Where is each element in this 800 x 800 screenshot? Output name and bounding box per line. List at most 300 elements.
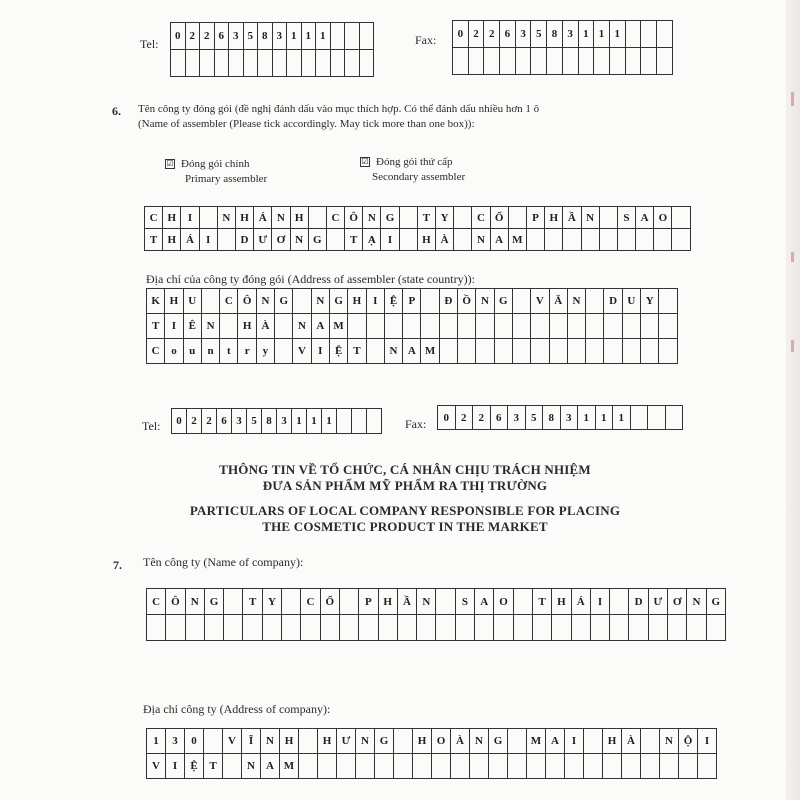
assembler-address-grid-cell: K bbox=[147, 289, 165, 314]
company-name-grid-cell bbox=[687, 615, 706, 641]
tel-grid-assembler-cell: 1 bbox=[322, 409, 337, 434]
fax-label-top: Fax: bbox=[415, 33, 437, 47]
company-address-grid-cell bbox=[679, 754, 698, 779]
company-address-grid-cell bbox=[223, 754, 242, 779]
tel-label-assembler: Tel: bbox=[142, 419, 161, 433]
company-name-grid-cell bbox=[224, 589, 243, 615]
company-name-grid-cell: O bbox=[494, 589, 513, 615]
tel-grid-top-cell bbox=[360, 50, 375, 77]
assembler-name-grid-cell bbox=[672, 229, 690, 251]
assembler-name-grid-cell bbox=[563, 229, 581, 251]
company-address-grid-cell: O bbox=[432, 729, 451, 754]
tel-grid-top-cell: 6 bbox=[215, 23, 230, 50]
assembler-address-grid-cell bbox=[550, 339, 568, 364]
company-name-grid-cell: T bbox=[533, 589, 552, 615]
assembler-address-grid-cell bbox=[440, 339, 458, 364]
assembler-name-grid-cell bbox=[545, 229, 563, 251]
edge-mark bbox=[791, 92, 794, 106]
company-address-grid-cell: N bbox=[470, 729, 489, 754]
company-address-grid-cell bbox=[508, 729, 527, 754]
company-address-grid-cell: Ĩ bbox=[242, 729, 261, 754]
company-name-grid-cell: H bbox=[379, 589, 398, 615]
tel-grid-top-cell bbox=[200, 50, 215, 77]
tel-grid-top-cell bbox=[244, 50, 259, 77]
company-address-grid bbox=[146, 728, 717, 779]
company-address-grid-cell: I bbox=[166, 754, 185, 779]
company-address-grid-cell: À bbox=[622, 729, 641, 754]
assembler-name-grid-cell: H bbox=[291, 207, 309, 229]
assembler-address-grid-cell bbox=[550, 314, 568, 339]
assembler-address-grid-cell bbox=[586, 314, 604, 339]
company-name-grid-cell bbox=[379, 615, 398, 641]
tel-grid-top-cell bbox=[331, 23, 346, 50]
tel-grid-top-cell bbox=[258, 50, 273, 77]
tel-grid-top-cell: 5 bbox=[244, 23, 259, 50]
company-address-grid-cell: H bbox=[603, 729, 622, 754]
assembler-address-grid-cell: Ă bbox=[550, 289, 568, 314]
primary-assembler-option[interactable] bbox=[165, 157, 267, 187]
assembler-address-grid-cell: Y bbox=[641, 289, 659, 314]
fax-grid-assembler-cell: 0 bbox=[438, 406, 456, 430]
assembler-name-grid-cell: I bbox=[200, 229, 218, 251]
fax-grid-top-cell bbox=[547, 48, 563, 75]
assembler-address-grid-cell: T bbox=[147, 314, 165, 339]
secondary-assembler-checkbox[interactable]: ☑ bbox=[361, 157, 369, 166]
fax-grid-top-cell bbox=[516, 48, 532, 75]
assembler-address-grid-cell: A bbox=[403, 339, 421, 364]
fax-grid-top-cell bbox=[469, 48, 485, 75]
assembler-address-grid-cell: Ồ bbox=[458, 289, 476, 314]
tel-grid-assembler-cell: 8 bbox=[262, 409, 277, 434]
assembler-address-grid-cell bbox=[348, 314, 366, 339]
assembler-name-grid-cell: N bbox=[363, 207, 381, 229]
company-name-grid-cell bbox=[147, 615, 166, 641]
tel-grid-top-cell bbox=[302, 50, 317, 77]
company-name-grid bbox=[146, 588, 726, 641]
assembler-name-grid-cell: I bbox=[181, 207, 199, 229]
company-name-grid-cell bbox=[610, 589, 629, 615]
assembler-name-grid-cell: I bbox=[381, 229, 399, 251]
assembler-address-grid-cell: U bbox=[623, 289, 641, 314]
fax-grid-top-cell bbox=[500, 48, 516, 75]
company-name-grid-cell bbox=[629, 615, 648, 641]
assembler-address-grid-cell bbox=[623, 314, 641, 339]
company-name-grid-cell bbox=[359, 615, 378, 641]
assembler-address-grid-cell: Ệ bbox=[385, 289, 403, 314]
tel-grid-top-cell: 2 bbox=[200, 23, 215, 50]
assembler-address-label: Địa chỉ của công ty đóng gói (Address of assembler (state country)): bbox=[146, 272, 475, 286]
assembler-address-grid-cell bbox=[513, 339, 531, 364]
assembler-address-grid-cell bbox=[421, 314, 439, 339]
company-address-grid-cell bbox=[546, 754, 565, 779]
primary-assembler-checkbox[interactable]: ☑ bbox=[166, 159, 174, 168]
fax-grid-top-cell bbox=[579, 48, 595, 75]
company-address-grid-cell: V bbox=[223, 729, 242, 754]
assembler-address-grid-cell bbox=[659, 314, 677, 339]
company-name-grid-cell: T bbox=[243, 589, 262, 615]
company-name-grid-cell bbox=[263, 615, 282, 641]
tel-grid-top-cell bbox=[186, 50, 201, 77]
assembler-address-grid-cell bbox=[220, 314, 238, 339]
heading-en-line-2: THE COSMETIC PRODUCT IN THE MARKET bbox=[262, 519, 548, 534]
assembler-address-grid-cell bbox=[476, 339, 494, 364]
assembler-address-grid-cell: o bbox=[165, 339, 183, 364]
assembler-name-grid-cell bbox=[600, 207, 618, 229]
company-address-grid-cell bbox=[660, 754, 679, 779]
assembler-address-grid-cell: N bbox=[293, 314, 311, 339]
company-name-grid-cell bbox=[514, 615, 533, 641]
tel-grid-top-cell bbox=[215, 50, 230, 77]
company-name-grid-cell: N bbox=[687, 589, 706, 615]
company-name-grid-cell bbox=[436, 615, 455, 641]
company-address-grid-cell bbox=[204, 729, 223, 754]
company-name-grid-cell: N bbox=[186, 589, 205, 615]
fax-grid-top-cell: 2 bbox=[469, 21, 485, 48]
assembler-name-grid-cell: P bbox=[527, 207, 545, 229]
company-address-grid-cell: G bbox=[375, 729, 394, 754]
assembler-address-grid-cell: C bbox=[147, 339, 165, 364]
company-name-grid-cell bbox=[707, 615, 726, 641]
assembler-address-grid-cell bbox=[586, 339, 604, 364]
assembler-address-grid-cell: D bbox=[604, 289, 622, 314]
assembler-address-grid-cell: n bbox=[202, 339, 220, 364]
tel-grid-top-cell: 1 bbox=[287, 23, 302, 50]
assembler-name-grid-cell: Á bbox=[181, 229, 199, 251]
assembler-name-grid-cell: T bbox=[145, 229, 163, 251]
tel-grid-top bbox=[170, 22, 374, 77]
fax-grid-top-cell: 1 bbox=[594, 21, 610, 48]
assembler-address-grid-cell bbox=[659, 339, 677, 364]
fax-grid-top-cell bbox=[641, 21, 657, 48]
tel-grid-assembler-cell: 6 bbox=[217, 409, 232, 434]
company-name-grid-cell bbox=[417, 615, 436, 641]
fax-grid-top-cell: 5 bbox=[531, 21, 547, 48]
assembler-address-grid-cell bbox=[641, 314, 659, 339]
company-name-grid-cell: C bbox=[301, 589, 320, 615]
company-name-grid-cell bbox=[398, 615, 417, 641]
assembler-name-grid-cell: T bbox=[345, 229, 363, 251]
fax-grid-assembler-cell bbox=[648, 406, 666, 430]
company-address-grid-cell bbox=[527, 754, 546, 779]
company-name-grid-cell: Á bbox=[572, 589, 591, 615]
assembler-name-grid-cell: Ơ bbox=[272, 229, 290, 251]
company-name-grid-cell bbox=[514, 589, 533, 615]
assembler-name-grid-cell: N bbox=[272, 207, 290, 229]
company-address-grid-cell bbox=[413, 754, 432, 779]
assembler-address-grid-cell: Ô bbox=[238, 289, 256, 314]
company-address-grid-cell bbox=[337, 754, 356, 779]
assembler-name-grid-cell: H bbox=[236, 207, 254, 229]
company-name-grid-cell: Ư bbox=[649, 589, 668, 615]
assembler-name-grid-cell: Ầ bbox=[563, 207, 581, 229]
assembler-name-grid bbox=[144, 206, 691, 251]
assembler-name-grid-cell bbox=[400, 229, 418, 251]
company-name-grid-cell bbox=[572, 615, 591, 641]
company-name-grid-cell: Ơ bbox=[668, 589, 687, 615]
fax-grid-assembler-cell: 2 bbox=[456, 406, 474, 430]
company-name-grid-cell bbox=[301, 615, 320, 641]
company-name-grid-cell: Ầ bbox=[398, 589, 417, 615]
assembler-address-grid-cell bbox=[659, 289, 677, 314]
assembler-name-grid-cell bbox=[582, 229, 600, 251]
assembler-address-grid-cell: Ệ bbox=[330, 339, 348, 364]
company-address-grid-cell: I bbox=[698, 729, 717, 754]
tel-grid-top-cell: 3 bbox=[273, 23, 288, 50]
tel-grid-assembler-cell bbox=[352, 409, 367, 434]
tel-grid-top-cell: 1 bbox=[302, 23, 317, 50]
fax-grid-assembler-cell: 1 bbox=[613, 406, 631, 430]
company-name-grid-cell bbox=[282, 615, 301, 641]
fax-grid-assembler-cell: 8 bbox=[543, 406, 561, 430]
company-address-grid-cell bbox=[508, 754, 527, 779]
tel-grid-top-cell: 0 bbox=[171, 23, 186, 50]
company-address-grid-cell: H bbox=[318, 729, 337, 754]
edge-mark bbox=[791, 252, 794, 262]
company-address-grid-cell: 3 bbox=[166, 729, 185, 754]
company-address-grid-cell bbox=[318, 754, 337, 779]
company-address-grid-cell bbox=[489, 754, 508, 779]
fax-grid-top-cell: 8 bbox=[547, 21, 563, 48]
assembler-address-grid-cell bbox=[586, 289, 604, 314]
company-name-grid-cell bbox=[186, 615, 205, 641]
local-company-heading-vi bbox=[125, 462, 685, 494]
assembler-address-grid-cell: P bbox=[403, 289, 421, 314]
fax-grid-assembler bbox=[437, 405, 683, 430]
assembler-address-grid-cell: N bbox=[568, 289, 586, 314]
assembler-name-grid-cell: S bbox=[618, 207, 636, 229]
assembler-name-grid-cell: A bbox=[491, 229, 509, 251]
company-name-label: Tên công ty (Name of company): bbox=[143, 555, 304, 569]
tel-grid-assembler-cell: 2 bbox=[202, 409, 217, 434]
assembler-name-grid-cell bbox=[600, 229, 618, 251]
fax-grid-top-cell bbox=[657, 21, 673, 48]
heading-vi-line-2: ĐƯA SẢN PHẨM MỸ PHẨM RA THỊ TRƯỜNG bbox=[262, 478, 548, 493]
fax-grid-top bbox=[452, 20, 673, 75]
assembler-address-grid-cell bbox=[385, 314, 403, 339]
assembler-address-grid-cell: À bbox=[257, 314, 275, 339]
fax-grid-top-cell bbox=[484, 48, 500, 75]
company-name-grid-cell: P bbox=[359, 589, 378, 615]
assembler-address-grid-cell bbox=[604, 339, 622, 364]
assembler-address-grid-cell: C bbox=[220, 289, 238, 314]
fax-grid-assembler-cell: 6 bbox=[491, 406, 509, 430]
assembler-address-grid-cell bbox=[641, 339, 659, 364]
fax-label-assembler: Fax: bbox=[405, 417, 427, 431]
assembler-name-grid-cell: H bbox=[163, 229, 181, 251]
tel-grid-top-cell bbox=[229, 50, 244, 77]
company-name-grid-cell: A bbox=[475, 589, 494, 615]
fax-grid-assembler-cell: 3 bbox=[508, 406, 526, 430]
fax-grid-top-cell bbox=[641, 48, 657, 75]
assembler-address-grid-cell bbox=[495, 314, 513, 339]
company-address-grid-cell: À bbox=[451, 729, 470, 754]
company-name-grid-cell: Y bbox=[263, 589, 282, 615]
local-company-heading-en bbox=[125, 503, 685, 535]
assembler-name-grid-cell: Ổ bbox=[491, 207, 509, 229]
fax-grid-assembler-cell: 5 bbox=[526, 406, 544, 430]
tel-grid-assembler-cell bbox=[367, 409, 382, 434]
fax-grid-assembler-cell: 3 bbox=[561, 406, 579, 430]
fax-grid-top-cell: 3 bbox=[516, 21, 532, 48]
assembler-address-grid-cell: t bbox=[220, 339, 238, 364]
company-name-grid-cell bbox=[494, 615, 513, 641]
assembler-name-grid-cell: M bbox=[509, 229, 527, 251]
assembler-address-grid-cell bbox=[604, 314, 622, 339]
company-address-grid-cell: H bbox=[413, 729, 432, 754]
company-address-grid-cell: I bbox=[565, 729, 584, 754]
company-name-grid-cell: S bbox=[456, 589, 475, 615]
assembler-address-grid-cell bbox=[623, 339, 641, 364]
tel-grid-top-cell: 1 bbox=[316, 23, 331, 50]
company-address-grid-cell bbox=[432, 754, 451, 779]
tel-grid-assembler bbox=[171, 408, 382, 434]
assembler-address-grid-cell bbox=[367, 339, 385, 364]
primary-assembler-label-vi: Đóng gói chính bbox=[181, 158, 250, 170]
tel-grid-top-cell bbox=[345, 50, 360, 77]
assembler-name-grid-cell bbox=[527, 229, 545, 251]
assembler-name-grid-cell: D bbox=[236, 229, 254, 251]
secondary-assembler-option[interactable] bbox=[360, 155, 465, 185]
assembler-name-grid-cell: H bbox=[418, 229, 436, 251]
fax-grid-assembler-cell bbox=[666, 406, 684, 430]
assembler-name-grid-cell: N bbox=[582, 207, 600, 229]
company-address-grid-cell: Ệ bbox=[185, 754, 204, 779]
assembler-name-grid-cell bbox=[200, 207, 218, 229]
assembler-name-grid-cell bbox=[654, 229, 672, 251]
assembler-name-grid-cell: T bbox=[418, 207, 436, 229]
assembler-address-grid-cell bbox=[440, 314, 458, 339]
tel-grid-top-cell: 3 bbox=[229, 23, 244, 50]
assembler-address-grid-cell bbox=[275, 339, 293, 364]
fax-grid-top-cell: 2 bbox=[484, 21, 500, 48]
section-7-number: 7. bbox=[113, 558, 122, 572]
assembler-name-grid-cell bbox=[672, 207, 690, 229]
tel-grid-assembler-cell: 1 bbox=[307, 409, 322, 434]
assembler-address-grid-cell: G bbox=[275, 289, 293, 314]
assembler-address-grid-cell: N bbox=[385, 339, 403, 364]
company-address-grid-cell bbox=[470, 754, 489, 779]
assembler-name-grid-cell: O bbox=[654, 207, 672, 229]
company-address-grid-cell bbox=[641, 729, 660, 754]
company-name-grid-cell bbox=[552, 615, 571, 641]
section-6-number: 6. bbox=[112, 104, 121, 118]
fax-grid-top-cell: 6 bbox=[500, 21, 516, 48]
company-address-grid-cell bbox=[584, 729, 603, 754]
assembler-address-grid-cell bbox=[421, 289, 439, 314]
assembler-address-grid-cell: N bbox=[257, 289, 275, 314]
assembler-name-grid-cell bbox=[454, 207, 472, 229]
company-name-grid-cell: H bbox=[552, 589, 571, 615]
company-name-grid-cell bbox=[436, 589, 455, 615]
assembler-name-grid-cell: N bbox=[291, 229, 309, 251]
secondary-assembler-label-en: Secondary assembler bbox=[372, 171, 466, 183]
fax-grid-top-cell: 1 bbox=[579, 21, 595, 48]
assembler-address-grid-cell bbox=[202, 289, 220, 314]
tel-grid-top-cell bbox=[316, 50, 331, 77]
assembler-address-grid-cell bbox=[275, 314, 293, 339]
assembler-address-grid-cell: Ê bbox=[184, 314, 202, 339]
fax-grid-top-cell: 3 bbox=[563, 21, 579, 48]
assembler-address-grid-cell: u bbox=[184, 339, 202, 364]
assembler-name-grid-cell: Á bbox=[254, 207, 272, 229]
assembler-address-grid-cell: U bbox=[184, 289, 202, 314]
company-address-grid-cell: N bbox=[660, 729, 679, 754]
assembler-name-grid-cell bbox=[400, 207, 418, 229]
assembler-name-grid-cell: G bbox=[309, 229, 327, 251]
tel-grid-assembler-cell bbox=[337, 409, 352, 434]
tel-grid-assembler-cell: 1 bbox=[292, 409, 307, 434]
assembler-address-grid-cell: I bbox=[165, 314, 183, 339]
assembler-address-grid-cell: H bbox=[238, 314, 256, 339]
tel-grid-assembler-cell: 3 bbox=[232, 409, 247, 434]
company-address-grid-cell bbox=[603, 754, 622, 779]
assembler-address-grid-cell: H bbox=[348, 289, 366, 314]
company-name-grid-cell: N bbox=[417, 589, 436, 615]
company-address-grid-cell: H bbox=[280, 729, 299, 754]
company-name-grid-cell bbox=[166, 615, 185, 641]
company-address-grid-cell: A bbox=[261, 754, 280, 779]
section-6-title-vi: Tên công ty đóng gói (đề nghị đánh dấu vào mục thích hợp. Có thể đánh dấu nhiều hơn 1 ô bbox=[138, 103, 540, 115]
assembler-address-grid-cell: I bbox=[367, 289, 385, 314]
company-name-grid-cell bbox=[649, 615, 668, 641]
company-address-grid-cell: A bbox=[546, 729, 565, 754]
company-name-grid-cell bbox=[205, 615, 224, 641]
tel-grid-top-cell: 8 bbox=[258, 23, 273, 50]
assembler-name-grid-cell bbox=[509, 207, 527, 229]
assembler-address-grid-cell: G bbox=[330, 289, 348, 314]
company-name-grid-cell: G bbox=[707, 589, 726, 615]
fax-grid-top-cell bbox=[563, 48, 579, 75]
assembler-name-grid-cell: N bbox=[472, 229, 490, 251]
fax-grid-top-cell bbox=[531, 48, 547, 75]
primary-assembler-label-en: Primary assembler bbox=[185, 173, 268, 185]
assembler-name-grid-cell bbox=[218, 229, 236, 251]
assembler-name-grid-cell bbox=[309, 207, 327, 229]
tel-grid-top-cell bbox=[345, 23, 360, 50]
company-address-grid-cell bbox=[394, 729, 413, 754]
assembler-name-grid-cell: Y bbox=[436, 207, 454, 229]
tel-grid-assembler-cell: 0 bbox=[172, 409, 187, 434]
assembler-address-grid-cell: N bbox=[202, 314, 220, 339]
fax-grid-top-cell bbox=[453, 48, 469, 75]
tel-label-top: Tel: bbox=[140, 37, 159, 51]
assembler-address-grid-cell: N bbox=[476, 289, 494, 314]
assembler-address-grid bbox=[146, 288, 678, 364]
tel-grid-top-cell bbox=[287, 50, 302, 77]
assembler-address-grid-cell: V bbox=[531, 289, 549, 314]
assembler-name-grid-cell: A bbox=[636, 207, 654, 229]
assembler-address-grid-cell bbox=[367, 314, 385, 339]
company-address-grid-cell bbox=[299, 754, 318, 779]
company-address-grid-cell: N bbox=[356, 729, 375, 754]
assembler-address-grid-cell: T bbox=[348, 339, 366, 364]
fax-grid-top-cell bbox=[657, 48, 673, 75]
company-name-grid-cell: Ô bbox=[166, 589, 185, 615]
assembler-name-grid-cell: C bbox=[327, 207, 345, 229]
company-address-grid-cell bbox=[299, 729, 318, 754]
fax-grid-top-cell bbox=[626, 48, 642, 75]
tel-grid-top-cell bbox=[273, 50, 288, 77]
heading-vi-line-1: THÔNG TIN VỀ TỔ CHỨC, CÁ NHÂN CHỊU TRÁCH NHIỆM bbox=[219, 462, 591, 477]
assembler-name-grid-cell: H bbox=[163, 207, 181, 229]
assembler-name-grid-cell: Ư bbox=[254, 229, 272, 251]
company-address-grid-cell bbox=[641, 754, 660, 779]
assembler-address-grid-cell bbox=[531, 314, 549, 339]
assembler-name-grid-cell: H bbox=[545, 207, 563, 229]
company-address-grid-cell bbox=[375, 754, 394, 779]
assembler-address-grid-cell: Đ bbox=[440, 289, 458, 314]
company-name-grid-cell bbox=[282, 589, 301, 615]
